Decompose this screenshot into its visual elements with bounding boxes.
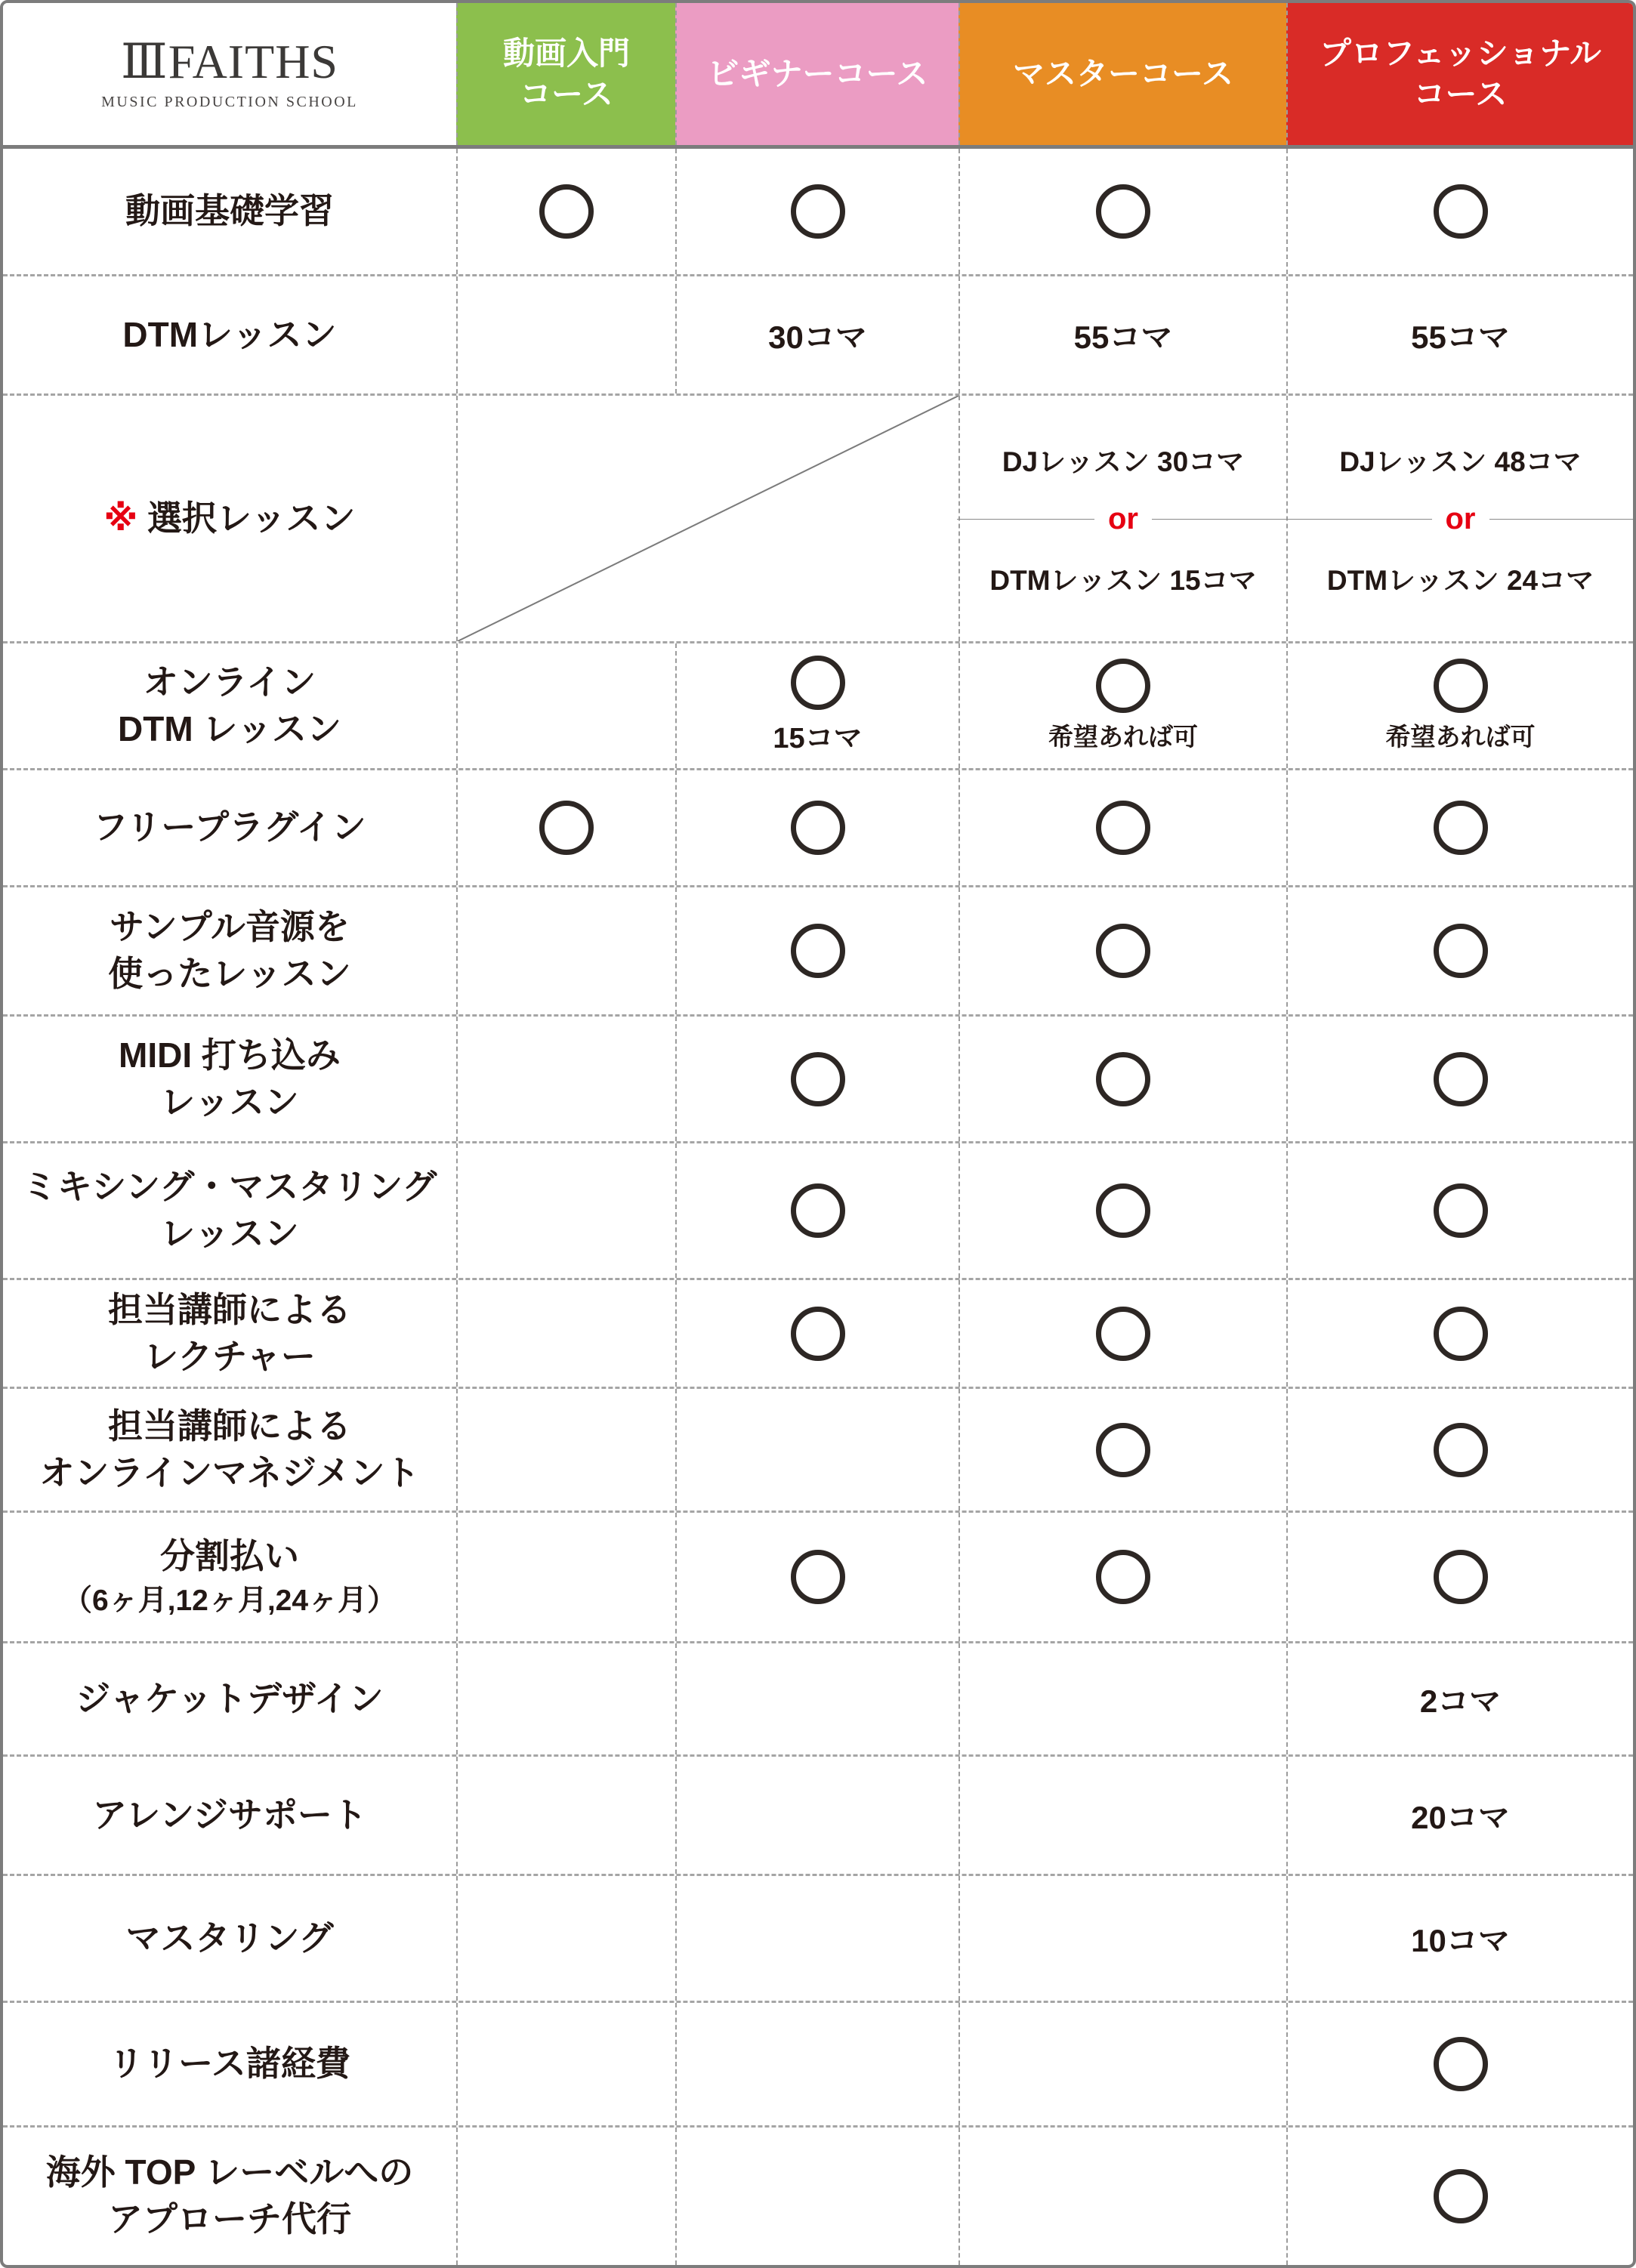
course-header-video-line1: 動画入門 bbox=[502, 35, 630, 72]
row-dtm-lesson bbox=[3, 274, 1633, 393]
cell-beginner bbox=[675, 2003, 958, 2125]
feature-label-line1: 担当講師による bbox=[108, 1289, 351, 1329]
cell-master bbox=[958, 1643, 1286, 1754]
circle-mark bbox=[791, 1307, 845, 1361]
cell-video bbox=[456, 1280, 675, 1387]
circle-mark bbox=[791, 1183, 845, 1238]
circle-mark bbox=[1434, 1052, 1488, 1106]
feature-label-line2: レッスン bbox=[160, 1214, 299, 1253]
choice-option: DJレッスン 30コマ bbox=[1002, 446, 1245, 478]
feature-label-line1: サンプル音源を bbox=[110, 907, 350, 947]
brand-subtitle: MUSIC PRODUCTION SCHOOL bbox=[101, 93, 358, 110]
circle-mark bbox=[1434, 801, 1488, 855]
course-header-professional-line2: コース bbox=[1413, 76, 1508, 112]
circle-mark bbox=[1434, 1183, 1488, 1238]
circle-mark bbox=[1096, 1183, 1150, 1238]
circle-mark bbox=[791, 1550, 845, 1604]
header-row bbox=[3, 3, 1633, 149]
feature-label-line1: 担当講師による bbox=[108, 1406, 351, 1446]
feature-label-line2: （6ヶ月,12ヶ月,24ヶ月） bbox=[62, 1585, 397, 1618]
or-label: or bbox=[1432, 504, 1489, 534]
circle-mark bbox=[791, 801, 845, 855]
row-elective-lesson bbox=[3, 393, 1633, 641]
lesson-count: 10コマ bbox=[1411, 1922, 1510, 1958]
cell-video bbox=[456, 2128, 675, 2265]
feature-label-line1: ミキシング・マスタリング bbox=[22, 1167, 437, 1207]
circle-mark bbox=[1434, 184, 1488, 239]
row-jacket-design bbox=[3, 1641, 1633, 1754]
elective-choice-master bbox=[960, 396, 1286, 641]
circle-mark bbox=[1434, 659, 1488, 713]
circle-mark bbox=[1434, 2169, 1488, 2223]
circle-mark bbox=[1096, 1423, 1150, 1477]
feature-label: 選択レッスン bbox=[147, 498, 356, 538]
circle-mark bbox=[1434, 2037, 1488, 2091]
row-midi-programming-lesson bbox=[3, 1014, 1633, 1141]
cell-video bbox=[456, 1389, 675, 1510]
cell-note: 希望あれば可 bbox=[1048, 723, 1198, 751]
cell-note: 希望あれば可 bbox=[1385, 723, 1536, 751]
circle-mark bbox=[1434, 924, 1488, 978]
circle-mark bbox=[539, 801, 594, 855]
circle-mark bbox=[539, 184, 594, 239]
feature-label: DTMレッスン bbox=[122, 314, 337, 354]
choice-option: DTMレッスン 24コマ bbox=[1326, 564, 1594, 596]
course-header-video-line2: コース bbox=[520, 76, 613, 112]
course-header-video bbox=[456, 3, 675, 145]
circle-mark bbox=[791, 656, 845, 710]
cell-beginner bbox=[675, 1876, 958, 2001]
cell-video bbox=[456, 1643, 675, 1754]
feature-label-line2: レクチャー bbox=[144, 1336, 316, 1376]
lesson-count: 55コマ bbox=[1073, 319, 1173, 355]
feature-label: 動画基礎学習 bbox=[125, 191, 334, 231]
lesson-count: 30コマ bbox=[768, 319, 867, 355]
row-video-basic-learning bbox=[3, 149, 1633, 274]
row-overseas-label-approach bbox=[3, 2125, 1633, 2265]
circle-mark bbox=[1096, 184, 1150, 239]
row-release-expenses bbox=[3, 2001, 1633, 2125]
cell-master bbox=[958, 1876, 1286, 2001]
feature-label: ジャケットデザイン bbox=[76, 1678, 384, 1718]
feature-label-line2: 使ったレッスン bbox=[108, 954, 351, 993]
row-instructor-lecture bbox=[3, 1278, 1633, 1387]
cell-video bbox=[456, 2003, 675, 2125]
circle-mark bbox=[1096, 801, 1150, 855]
brand-title: ⅢFAITHS bbox=[121, 34, 338, 88]
cell-video bbox=[456, 887, 675, 1014]
feature-label-line2: レッスン bbox=[160, 1082, 299, 1122]
choice-option: DJレッスン 48コマ bbox=[1339, 446, 1582, 478]
course-header-master bbox=[958, 3, 1286, 145]
course-header-professional bbox=[1286, 3, 1633, 145]
row-sample-audio-lesson bbox=[3, 885, 1633, 1014]
course-header-beginner bbox=[675, 3, 958, 145]
cell-video bbox=[456, 276, 675, 393]
cell-video bbox=[456, 1143, 675, 1278]
circle-mark bbox=[791, 924, 845, 978]
row-instructor-online-management bbox=[3, 1387, 1633, 1510]
circle-mark bbox=[791, 184, 845, 239]
row-online-dtm-lesson bbox=[3, 641, 1633, 768]
feature-label-line1: 分割払い bbox=[160, 1535, 299, 1575]
cell-note: 15コマ bbox=[773, 723, 863, 754]
feature-label-line1: 海外 TOP レーベルへの bbox=[45, 2152, 414, 2192]
feature-label: マスタリング bbox=[125, 1918, 334, 1958]
cell-video bbox=[456, 643, 675, 768]
lesson-count: 55コマ bbox=[1411, 319, 1510, 355]
feature-label-line2: アプローチ代行 bbox=[108, 2199, 351, 2239]
row-free-plugins bbox=[3, 768, 1633, 885]
course-header-professional-line1: プロフェッショナル bbox=[1320, 35, 1601, 72]
cell-beginner bbox=[675, 1643, 958, 1754]
cell-beginner bbox=[675, 1389, 958, 1510]
cell-beginner bbox=[675, 2128, 958, 2265]
not-applicable-diagonal bbox=[456, 396, 958, 641]
circle-mark bbox=[1434, 1307, 1488, 1361]
cell-video bbox=[456, 1876, 675, 2001]
circle-mark bbox=[1096, 1052, 1150, 1106]
feature-label: リリース諸経費 bbox=[109, 2044, 350, 2084]
cell-video bbox=[456, 1513, 675, 1641]
feature-label: アレンジサポート bbox=[92, 1794, 367, 1834]
course-header-master-label: マスターコース bbox=[1013, 56, 1233, 92]
cell-video bbox=[456, 1017, 675, 1141]
row-mastering bbox=[3, 1874, 1633, 2001]
feature-label: フリープラグイン bbox=[93, 807, 366, 847]
feature-label-line1: オンライン bbox=[143, 662, 316, 702]
row-installment-payment bbox=[3, 1510, 1633, 1641]
lesson-count: 20コマ bbox=[1411, 1799, 1510, 1835]
circle-mark bbox=[1096, 659, 1150, 713]
or-label: or bbox=[1094, 504, 1152, 534]
cell-video bbox=[456, 1757, 675, 1874]
lesson-count: 2コマ bbox=[1419, 1683, 1502, 1719]
brand-logo bbox=[3, 3, 456, 145]
course-header-beginner-label: ビギナーコース bbox=[707, 56, 928, 92]
cell-master bbox=[958, 1757, 1286, 1874]
choice-option: DTMレッスン 15コマ bbox=[989, 564, 1257, 596]
cell-master bbox=[958, 2128, 1286, 2265]
circle-mark bbox=[1434, 1423, 1488, 1477]
diagonal-line bbox=[458, 396, 958, 641]
row-mixing-mastering-lesson bbox=[3, 1141, 1633, 1278]
feature-label-line2: DTM レッスン bbox=[118, 708, 341, 748]
row-arrange-support bbox=[3, 1754, 1633, 1874]
feature-label-line1: MIDI 打ち込み bbox=[119, 1035, 341, 1075]
cell-master bbox=[958, 2003, 1286, 2125]
circle-mark bbox=[1096, 1307, 1150, 1361]
circle-mark bbox=[1434, 1550, 1488, 1604]
circle-mark bbox=[1096, 1550, 1150, 1604]
asterisk-mark: ※ bbox=[103, 498, 138, 538]
cell-beginner bbox=[675, 1757, 958, 1874]
feature-label-line2: オンラインマネジメント bbox=[39, 1452, 420, 1492]
elective-choice-professional bbox=[1288, 396, 1633, 641]
circle-mark bbox=[791, 1052, 845, 1106]
circle-mark bbox=[1096, 924, 1150, 978]
